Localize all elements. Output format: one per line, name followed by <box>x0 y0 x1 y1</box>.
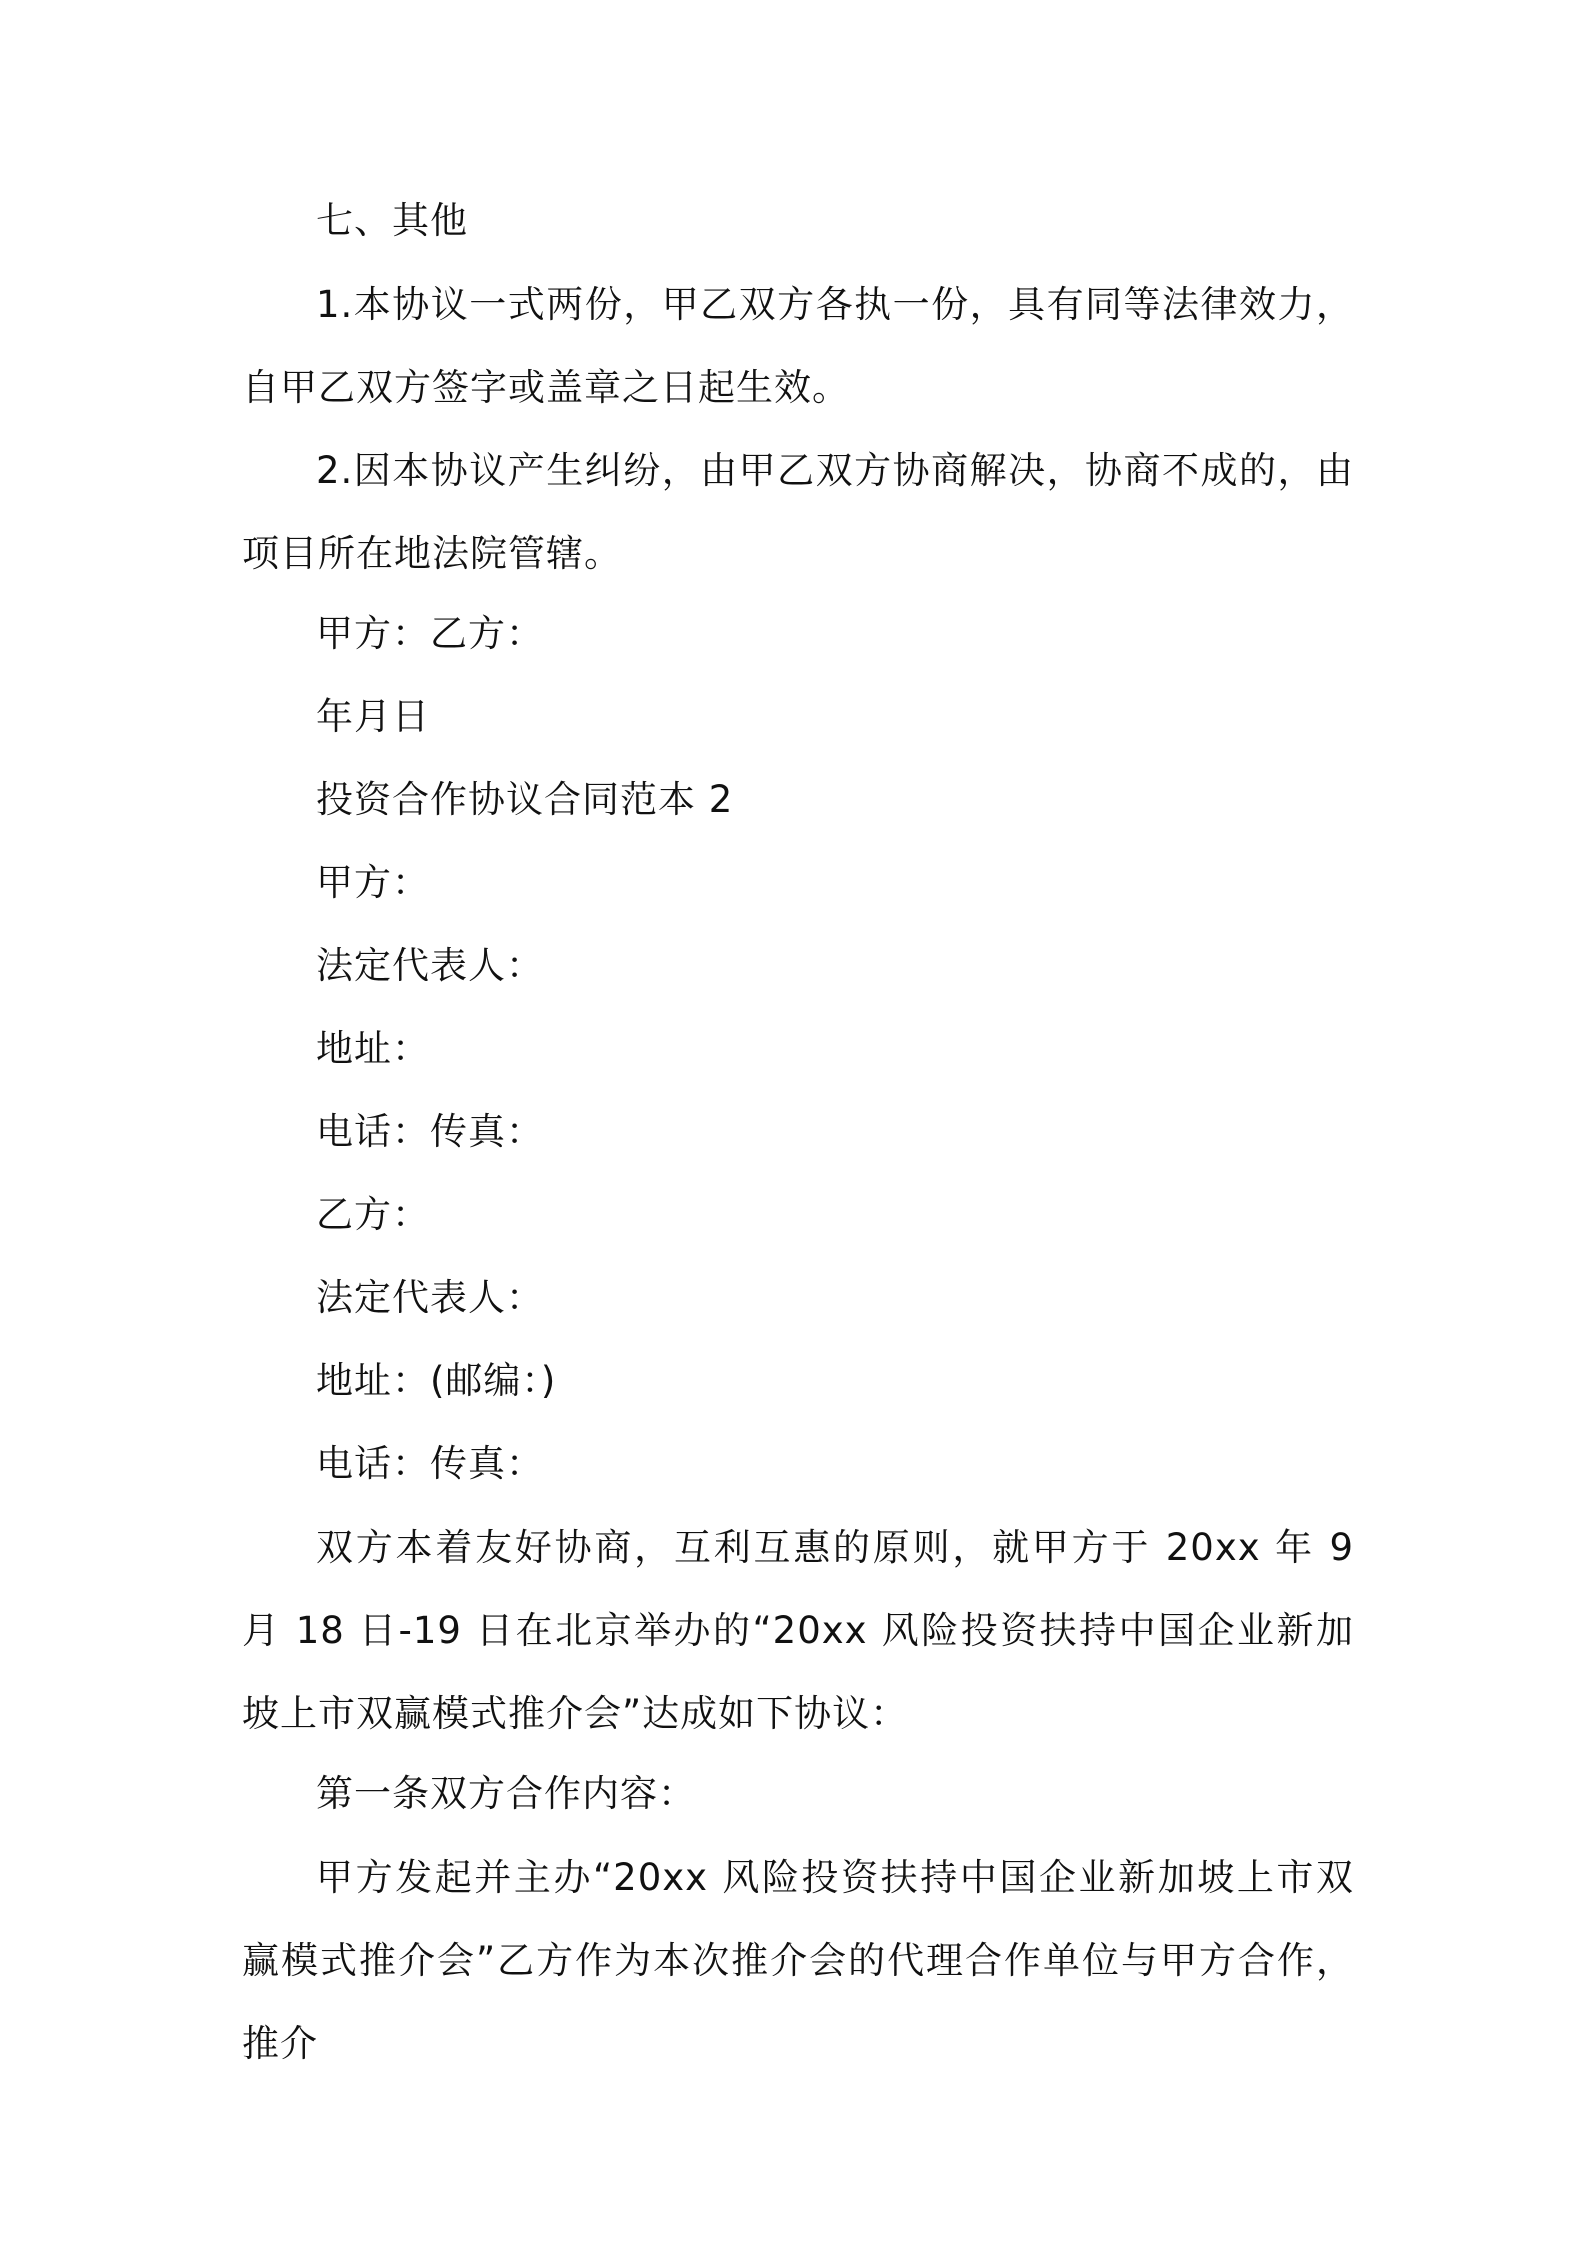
party-b-representative: 法定代表人： <box>316 1276 544 1319</box>
signature-line: 甲方：乙方： <box>316 612 544 655</box>
party-b-phone-fax: 电话：传真： <box>316 1442 544 1485</box>
clause-1: 1.本协议一式两份，甲乙双方各执一份，具有同等法律效力，自甲乙双方签字或盖章之日起生效。 <box>242 283 1354 409</box>
party-a-label: 甲方： <box>316 861 430 904</box>
party-a-representative: 法定代表人： <box>316 944 544 987</box>
party-a-phone-fax: 电话：传真： <box>316 1110 544 1153</box>
document-body <box>242 200 1354 2085</box>
sample-title: 投资合作协议合同范本 2 <box>316 778 734 821</box>
party-a-address: 地址： <box>316 1027 430 1070</box>
article-1-heading: 第一条双方合作内容： <box>316 1772 696 1815</box>
clause-2: 2.因本协议产生纠纷，由甲乙双方协商解决，协商不成的，由项目所在地法院管辖。 <box>242 449 1354 575</box>
section-heading: 七、其他 <box>316 199 468 242</box>
party-b-address: 地址：(邮编：) <box>316 1359 557 1402</box>
article-1-body: 甲方发起并主办“20xx 风险投资扶持中国企业新加坡上市双赢模式推介会”乙方作为本次推介会的代理合作单位与甲方合作，推介 <box>242 1856 1354 2065</box>
party-b-label: 乙方： <box>316 1193 430 1236</box>
intro-paragraph: 双方本着友好协商，互利互惠的原则，就甲方于 20xx 年 9 月 18 日-19 日在北京举办的“20xx 风险投资扶持中国企业新加坡上市双赢模式推介会”达成如下协议： <box>242 1526 1354 1735</box>
date-line: 年月日 <box>316 695 430 738</box>
